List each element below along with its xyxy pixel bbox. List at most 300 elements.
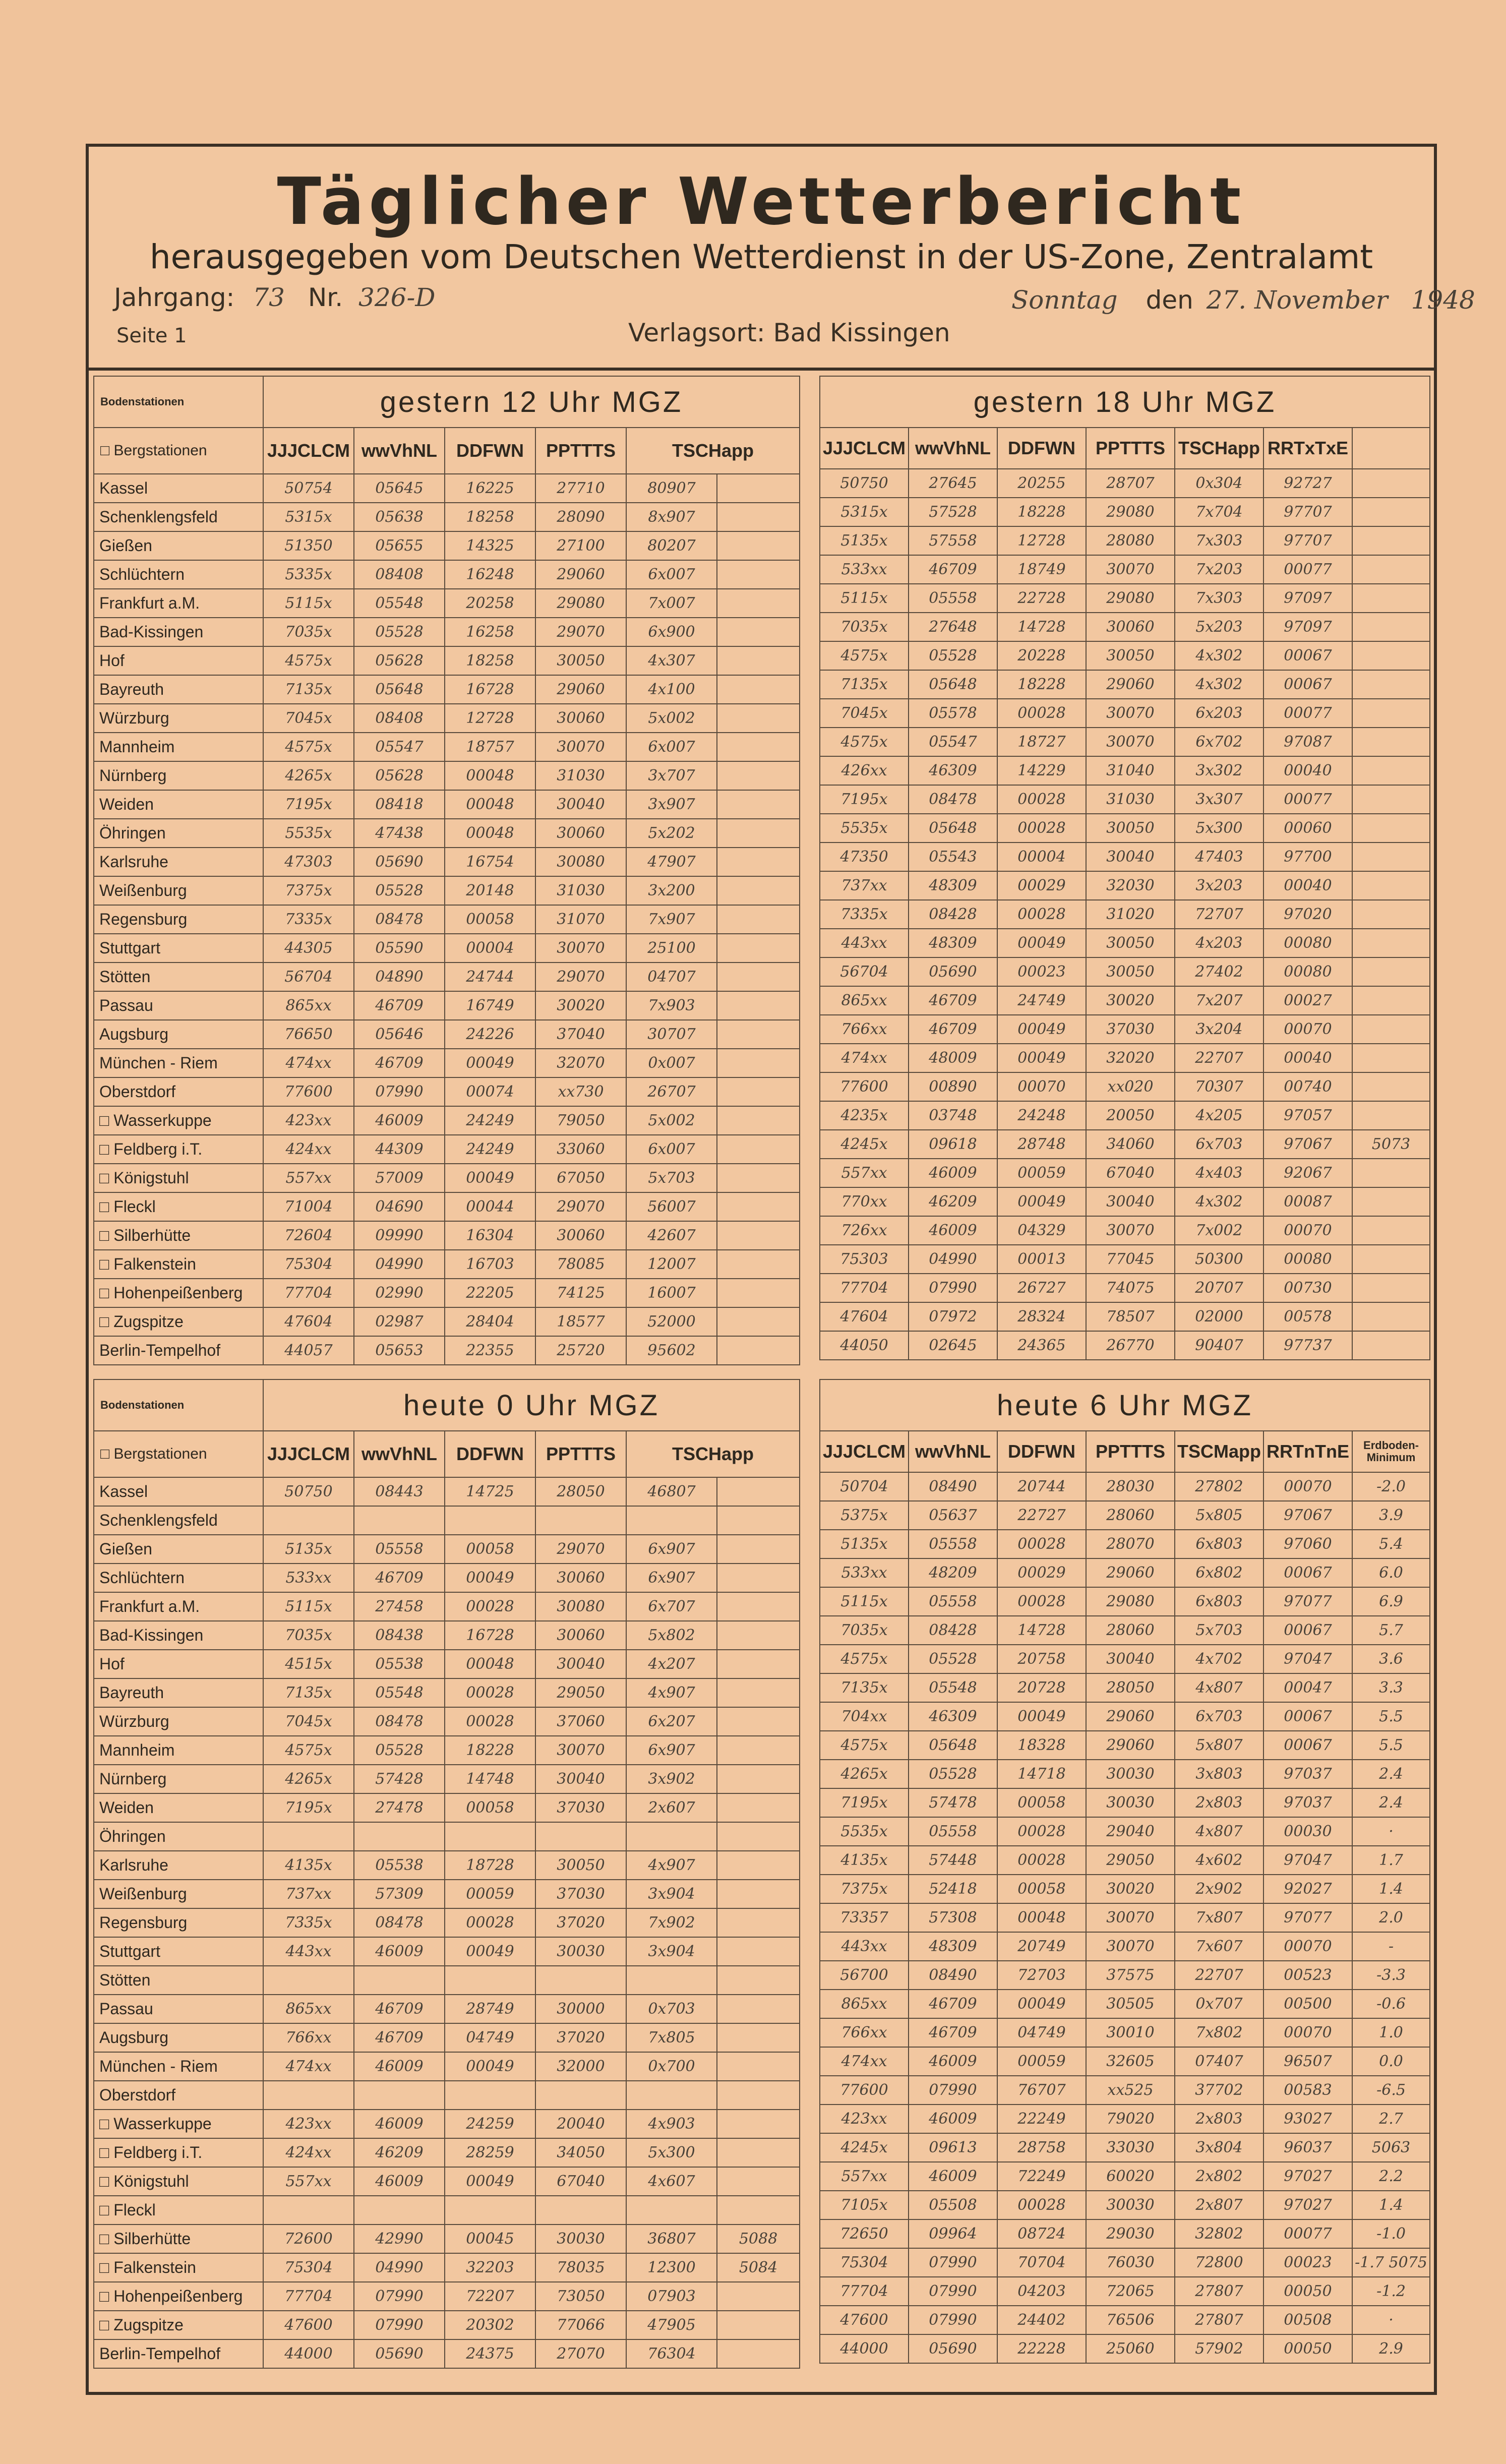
data-cell: 5088 [717,2225,800,2253]
data-cell [717,1279,800,1307]
table-row [820,1961,1430,1990]
data-cell: 00028 [997,900,1086,929]
data-cell: 4x100 [626,675,717,704]
station-name: Weiden [94,790,263,819]
station-name: Oberstdorf [94,1077,263,1106]
data-cell: 07407 [1175,2047,1263,2076]
table-row [820,1558,1430,1587]
table-row [94,1707,800,1736]
data-cell: 29060 [1086,670,1175,699]
station-name: Mannheim [94,733,263,761]
data-cell [717,2196,800,2225]
table-row [94,1621,800,1650]
data-cell: 77045 [1086,1245,1175,1274]
data-cell: 08490 [909,1472,997,1501]
data-cell: 557xx [820,2162,909,2191]
data-cell: 4575x [263,733,354,761]
data-cell: 28707 [1086,469,1175,498]
data-cell: 05578 [909,699,997,728]
table-row [820,498,1430,526]
table-row [94,675,800,704]
data-cell: 4265x [820,1760,909,1788]
table-row [94,2196,800,2225]
data-cell: 20228 [997,641,1086,670]
data-cell: 423xx [820,2105,909,2133]
data-cell [717,1221,800,1250]
data-cell: 28324 [997,1302,1086,1331]
data-cell: 02645 [909,1331,997,1360]
data-cell: 30040 [535,1765,626,1793]
data-cell: 27458 [354,1592,445,1621]
data-cell: 37702 [1175,2076,1263,2105]
data-cell: 05648 [909,1731,997,1760]
data-cell: 7x207 [1175,986,1263,1015]
data-cell [1352,1044,1430,1072]
data-cell: 00067 [1263,670,1352,699]
data-cell [354,1506,445,1535]
data-cell: 7035x [820,613,909,641]
station-name: □ Falkenstein [94,1250,263,1279]
column-header: wwVhNL [354,1431,445,1477]
data-cell: 00067 [1263,641,1352,670]
station-name: Augsburg [94,2023,263,2052]
data-cell: 3x203 [1175,871,1263,900]
station-name: Hof [94,1650,263,1678]
table-row [94,1937,800,1966]
data-cell: 05558 [909,1587,997,1616]
table-row [94,1851,800,1880]
data-cell: 737xx [820,871,909,900]
data-cell: 30040 [535,1650,626,1678]
data-cell: 07990 [354,2282,445,2311]
data-cell: 533xx [820,1558,909,1587]
data-cell: 00049 [997,1044,1086,1072]
table-row [820,785,1430,814]
table-row [820,1331,1430,1360]
data-cell: 20707 [1175,1274,1263,1302]
data-cell: 72207 [445,2282,535,2311]
data-cell: 46309 [909,1702,997,1731]
table-row [820,1302,1430,1331]
data-cell: 29070 [535,1535,626,1564]
data-cell: 00058 [445,1535,535,1564]
table-row [820,699,1430,728]
data-cell: 00050 [1263,2277,1352,2306]
data-cell: 3.9 [1352,1501,1430,1530]
data-cell: 09990 [354,1221,445,1250]
data-cell: 30080 [535,1592,626,1621]
data-cell: 00067 [1263,1616,1352,1645]
station-name: Mannheim [94,1736,263,1765]
data-cell: 27710 [535,474,626,503]
data-cell: 27807 [1175,2277,1263,2306]
data-cell: 00070 [1263,2018,1352,2047]
table-row [94,2225,800,2253]
data-cell: 14325 [445,531,535,560]
data-cell: 47905 [626,2311,717,2339]
data-cell: 2x902 [1175,1875,1263,1903]
table-row [820,1101,1430,1130]
data-cell [717,1564,800,1592]
table-row [94,1678,800,1707]
data-cell: 29040 [1086,1817,1175,1846]
data-cell: 74075 [1086,1274,1175,1302]
data-cell: 20258 [445,589,535,618]
data-cell [717,2023,800,2052]
table-row [820,1274,1430,1302]
data-cell: 97027 [1263,2191,1352,2219]
data-cell: 24402 [997,2306,1086,2334]
table-row [820,2162,1430,2191]
data-cell: 22355 [445,1336,535,1365]
data-cell: 26707 [626,1077,717,1106]
data-cell: 726xx [820,1216,909,1245]
data-cell: 00049 [445,1049,535,1077]
data-cell: 18757 [445,733,535,761]
data-cell: 2.4 [1352,1788,1430,1817]
data-cell: 44000 [263,2339,354,2368]
table-row [94,560,800,589]
data-cell: 6x007 [626,733,717,761]
data-cell: 7195x [263,1793,354,1822]
data-cell: 51350 [263,531,354,560]
data-cell [717,963,800,991]
table-row [820,1187,1430,1216]
data-cell: 30060 [1086,613,1175,641]
data-cell: 08478 [354,1707,445,1736]
column-header: RRTxTxE [1263,428,1352,469]
data-cell: 20744 [997,1472,1086,1501]
table-row [94,761,800,790]
data-cell: 25060 [1086,2334,1175,2363]
data-cell: 31020 [1086,900,1175,929]
data-cell: 4135x [263,1851,354,1880]
data-cell: 22707 [1175,1044,1263,1072]
data-cell: 7135x [820,1673,909,1702]
data-cell [1352,641,1430,670]
table-row [820,613,1430,641]
data-cell: 22727 [997,1501,1086,1530]
data-cell [1352,957,1430,986]
data-cell: 47604 [263,1307,354,1336]
data-cell [445,1506,535,1535]
table-row [94,1880,800,1908]
data-cell: 6x703 [1175,1130,1263,1159]
data-cell: 30030 [1086,1760,1175,1788]
data-cell: 05548 [354,589,445,618]
data-cell: 865xx [820,986,909,1015]
data-cell: 7335x [263,1908,354,1937]
data-cell: 2x807 [1175,2191,1263,2219]
station-name: Bad-Kissingen [94,1621,263,1650]
data-cell: 6x802 [1175,1558,1263,1587]
data-cell [717,1650,800,1678]
station-name: Stuttgart [94,1937,263,1966]
data-cell: 50750 [820,469,909,498]
data-cell: 7375x [263,876,354,905]
data-cell [1352,584,1430,613]
station-name: Passau [94,1995,263,2023]
data-cell: 00067 [1263,1702,1352,1731]
data-cell: 00040 [1263,1044,1352,1072]
data-cell: 865xx [820,1990,909,2018]
table-row [820,1932,1430,1961]
data-cell: 05538 [354,1851,445,1880]
data-cell: 97037 [1263,1788,1352,1817]
data-cell [1352,1331,1430,1360]
table-row [820,2018,1430,2047]
table-row [820,957,1430,986]
data-cell: 24375 [445,2339,535,2368]
data-cell: 77066 [535,2311,626,2339]
column-header: wwVhNL [909,1431,997,1472]
data-cell: 30070 [1086,1932,1175,1961]
data-cell: 00070 [1263,1015,1352,1044]
data-cell: 557xx [263,2167,354,2196]
data-cell: 02000 [1175,1302,1263,1331]
table-row [820,1587,1430,1616]
data-cell: 04990 [354,1250,445,1279]
data-cell: 00049 [997,1187,1086,1216]
data-cell: 28050 [535,1477,626,1506]
data-cell: 72703 [997,1961,1086,1990]
data-cell: 3x307 [1175,785,1263,814]
data-cell: 5x703 [626,1164,717,1192]
data-cell: 97077 [1263,1587,1352,1616]
table-row [820,2334,1430,2363]
data-cell: 2x803 [1175,2105,1263,2133]
data-cell: 46709 [354,1049,445,1077]
station-name: Augsburg [94,1020,263,1049]
data-cell: 30070 [1086,699,1175,728]
data-cell: 865xx [263,991,354,1020]
data-cell: -0.6 [1352,1990,1430,2018]
data-cell: 97060 [1263,1530,1352,1558]
data-cell: 08490 [909,1961,997,1990]
data-cell: -1.0 [1352,2219,1430,2248]
data-cell: 74125 [535,1279,626,1307]
table-row [94,905,800,934]
data-cell: 4x207 [626,1650,717,1678]
data-cell: 00049 [445,1564,535,1592]
data-cell: 05646 [354,1020,445,1049]
data-cell: 29060 [1086,1558,1175,1587]
data-cell: 20255 [997,469,1086,498]
data-cell [717,1592,800,1621]
data-cell: 4245x [820,1130,909,1159]
data-cell: 37020 [535,1908,626,1937]
den-label: den [1146,285,1193,315]
data-cell: 00077 [1263,785,1352,814]
data-cell: 7x805 [626,2023,717,2052]
data-cell: 05528 [354,1736,445,1765]
data-cell: 00508 [1263,2306,1352,2334]
data-cell: 30050 [1086,957,1175,986]
data-cell [717,1307,800,1336]
data-cell [1352,699,1430,728]
data-cell: 05628 [354,646,445,675]
data-cell: 48009 [909,1044,997,1072]
station-name: □ Fleckl [94,1192,263,1221]
column-header: JJJCLCM [820,1431,909,1472]
table-row [820,1875,1430,1903]
data-cell: 5135x [820,526,909,555]
station-name: Stuttgart [94,934,263,963]
data-cell: 30040 [1086,843,1175,871]
data-cell: 97057 [1263,1101,1352,1130]
data-cell: 04749 [445,2023,535,2052]
data-cell [717,474,800,503]
data-cell: 00045 [445,2225,535,2253]
table-title: heute 0 Uhr MGZ [263,1379,800,1431]
station-name: Regensburg [94,905,263,934]
data-cell: 5315x [820,498,909,526]
data-cell: 16225 [445,474,535,503]
data-cell: 00048 [445,790,535,819]
data-cell: 20749 [997,1932,1086,1961]
table-row [820,843,1430,871]
data-cell: 14728 [997,613,1086,641]
data-cell: 70704 [997,2248,1086,2277]
station-name: Schlüchtern [94,1564,263,1592]
data-cell: 30070 [535,934,626,963]
data-cell [1352,526,1430,555]
data-cell: 46709 [909,1990,997,2018]
data-cell: 30060 [535,704,626,733]
table-gestern-18 [819,376,1430,1360]
data-cell: 7045x [263,704,354,733]
data-cell: 97097 [1263,584,1352,613]
data-cell: 05690 [354,2339,445,2368]
table-row [820,555,1430,584]
station-name: □ Feldberg i.T. [94,2138,263,2167]
data-cell: 4575x [263,646,354,675]
data-cell: 474xx [820,2047,909,2076]
data-cell: 6x207 [626,1707,717,1736]
data-cell: 42990 [354,2225,445,2253]
column-header: PPTTTS [1086,1431,1175,1472]
data-cell: 05648 [354,675,445,704]
data-cell: 28080 [1086,526,1175,555]
data-cell: 00028 [997,1846,1086,1875]
data-cell [717,934,800,963]
data-cell: 32605 [1086,2047,1175,2076]
data-cell: 5x703 [1175,1616,1263,1645]
data-cell: 32020 [1086,1044,1175,1072]
data-cell: 5.5 [1352,1702,1430,1731]
data-cell: 30050 [1086,641,1175,670]
data-cell: 30040 [535,790,626,819]
data-cell: 00048 [445,1650,535,1678]
data-cell: 92727 [1263,469,1352,498]
table-row [94,1966,800,1995]
station-name: Berlin-Tempelhof [94,1336,263,1365]
data-cell: 3x907 [626,790,717,819]
data-cell: 00044 [445,1192,535,1221]
data-cell: 37030 [1086,1015,1175,1044]
data-cell: 5.4 [1352,1530,1430,1558]
data-cell: 67040 [1086,1159,1175,1187]
data-cell: 00578 [1263,1302,1352,1331]
data-cell: 44309 [354,1135,445,1164]
data-cell: 22228 [997,2334,1086,2363]
data-cell: 25100 [626,934,717,963]
data-cell: 443xx [820,1932,909,1961]
data-cell: 4x907 [626,1678,717,1707]
data-cell: 32203 [445,2253,535,2282]
table-row [820,469,1430,498]
data-cell: 4x403 [1175,1159,1263,1187]
data-cell: 1.4 [1352,1875,1430,1903]
data-cell: 04990 [909,1245,997,1274]
data-cell [717,1908,800,1937]
station-name: Stötten [94,963,263,991]
data-cell [1352,756,1430,785]
data-cell: 2.4 [1352,1760,1430,1788]
table-row [94,1279,800,1307]
data-cell: 14718 [997,1760,1086,1788]
data-cell: 4575x [820,641,909,670]
data-cell: 3x200 [626,876,717,905]
data-cell: 46709 [354,991,445,1020]
data-cell [717,2110,800,2138]
data-cell: 5.5 [1352,1731,1430,1760]
data-cell [717,819,800,848]
data-cell [263,2081,354,2110]
data-cell: 27645 [909,469,997,498]
data-cell [717,2081,800,2110]
data-cell: 00029 [997,871,1086,900]
data-cell [717,1995,800,2023]
data-cell [717,1621,800,1650]
station-name: Gießen [94,531,263,560]
table-row [820,2306,1430,2334]
data-cell: 22728 [997,584,1086,613]
data-cell: 3x803 [1175,1760,1263,1788]
data-cell: 57478 [909,1788,997,1817]
station-name: Oberstdorf [94,2081,263,2110]
data-cell: 7x303 [1175,526,1263,555]
data-cell: 7335x [820,900,909,929]
table-row [820,1731,1430,1760]
data-cell: 46209 [354,2138,445,2167]
data-cell: 97027 [1263,2162,1352,2191]
data-cell: 5x202 [626,819,717,848]
data-cell [717,1880,800,1908]
data-cell: 30070 [535,733,626,761]
data-cell: 44057 [263,1336,354,1365]
data-cell: 7x902 [626,1908,717,1937]
table-row [94,2138,800,2167]
data-cell: 20148 [445,876,535,905]
data-cell: 50300 [1175,1245,1263,1274]
data-cell: 03748 [909,1101,997,1130]
report-subtitle: herausgegeben vom Deutschen Wetterdienst in der US-Zone, Zentralamt [149,237,1373,276]
data-cell: 865xx [263,1995,354,2023]
data-cell: 00049 [445,1937,535,1966]
data-cell: 6x907 [626,1564,717,1592]
table-row [820,584,1430,613]
data-cell [717,1336,800,1365]
data-cell [354,2081,445,2110]
table-row [94,589,800,618]
data-cell: 46009 [909,2162,997,2191]
data-cell: 00028 [997,785,1086,814]
data-cell: 00049 [997,929,1086,957]
data-cell: 4x205 [1175,1101,1263,1130]
data-cell: 5x300 [626,2138,717,2167]
data-cell: 2x802 [1175,2162,1263,2191]
